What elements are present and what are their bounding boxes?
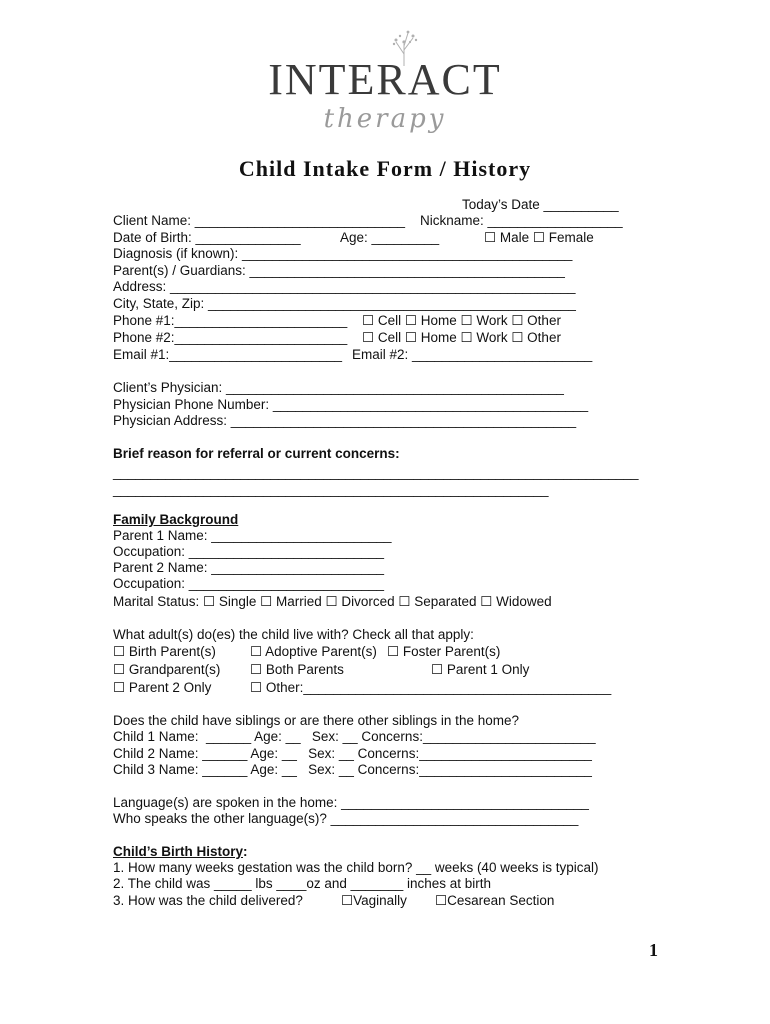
parent2-occupation-field[interactable]: Occupation: __________________________ bbox=[113, 576, 385, 591]
physician-field[interactable]: Client’s Physician: _____________________________________________ bbox=[113, 380, 564, 395]
other-language-speaker-field[interactable]: Who speaks the other language(s)? _________________________________ bbox=[113, 811, 579, 826]
birth-history-heading-text: Child’s Birth History bbox=[113, 844, 244, 859]
parent1-name-field[interactable]: Parent 1 Name: ________________________ bbox=[113, 528, 392, 543]
marital-status-checkboxes[interactable]: Marital Status: ☐ Single ☐ Married ☐ Divorced ☐ Separated ☐ Widowed bbox=[113, 594, 552, 609]
phone1-field[interactable]: Phone #1:_______________________ bbox=[113, 313, 348, 328]
phone1-type-checkboxes[interactable]: ☐ Cell ☐ Home ☐ Work ☐ Other bbox=[362, 313, 561, 328]
child2-row[interactable]: Child 2 Name: ______ Age: __ Sex: __ Concerns:_______________________ bbox=[113, 746, 592, 761]
family-background-heading: Family Background bbox=[113, 512, 239, 527]
birth-history-colon: : bbox=[243, 844, 248, 859]
parent2-name-field[interactable]: Parent 2 Name: _______________________ bbox=[113, 560, 384, 575]
guardians-field[interactable]: Parent(s) / Guardians: __________________________________________ bbox=[113, 263, 565, 278]
parent2-only-checkbox[interactable]: ☐ Parent 2 Only bbox=[113, 680, 212, 695]
form-title: Child Intake Form / History bbox=[238, 156, 532, 181]
cesarean-delivery-checkbox[interactable]: ☐Cesarean Section bbox=[435, 893, 555, 908]
address-field[interactable]: Address: ______________________________________________________ bbox=[113, 279, 576, 294]
child3-row[interactable]: Child 3 Name: ______ Age: __ Sex: __ Concerns:_______________________ bbox=[113, 762, 592, 777]
todays-date-field[interactable]: Today’s Date __________ bbox=[462, 197, 619, 212]
referral-reason-line-2[interactable]: __________________________________________________________ bbox=[113, 482, 549, 497]
city-state-zip-field[interactable]: City, State, Zip: _________________________________________________ bbox=[113, 296, 576, 311]
birth-weight-question[interactable]: 2. The child was _____ lbs ____oz and _______ inches at birth bbox=[113, 876, 492, 891]
birth-history-heading bbox=[113, 844, 248, 860]
sex-checkboxes[interactable]: ☐ Male ☐ Female bbox=[484, 230, 594, 245]
vaginal-delivery-checkbox[interactable]: ☐Vaginally bbox=[341, 893, 407, 908]
grandparents-checkbox[interactable]: ☐ Grandparent(s) bbox=[113, 662, 221, 677]
logo-brand: INTERACT bbox=[268, 55, 502, 104]
referral-reason-line-1[interactable]: ______________________________________________________________________ bbox=[113, 465, 639, 480]
other-guardian-field[interactable]: ☐ Other:_________________________________________ bbox=[250, 680, 612, 695]
parent1-occupation-field[interactable]: Occupation: __________________________ bbox=[113, 544, 385, 559]
logo bbox=[0, 30, 770, 140]
languages-field[interactable]: Language(s) are spoken in the home: _________________________________ bbox=[113, 795, 589, 810]
birth-parents-checkbox[interactable]: ☐ Birth Parent(s) bbox=[113, 644, 216, 659]
adoptive-parents-checkbox[interactable]: ☐ Adoptive Parent(s) bbox=[250, 644, 377, 659]
siblings-question: Does the child have siblings or are there other siblings in the home? bbox=[113, 713, 519, 728]
delivery-question: 3. How was the child delivered? bbox=[113, 893, 303, 908]
child1-row[interactable]: Child 1 Name: ______ Age: __ Sex: __ Concerns:_______________________ bbox=[113, 729, 596, 744]
lives-with-question: What adult(s) do(es) the child live with? Check all that apply: bbox=[113, 627, 474, 642]
age-field[interactable]: Age: _________ bbox=[340, 230, 440, 245]
physician-phone-field[interactable]: Physician Phone Number: __________________________________________ bbox=[113, 397, 589, 412]
diagnosis-field[interactable]: Diagnosis (if known): ____________________________________________ bbox=[113, 246, 573, 261]
logo-tagline: therapy bbox=[323, 104, 447, 134]
parent1-only-checkbox[interactable]: ☐ Parent 1 Only bbox=[431, 662, 530, 677]
physician-address-field[interactable]: Physician Address: ______________________________________________ bbox=[113, 413, 577, 428]
email1-field[interactable]: Email #1:_______________________ bbox=[113, 347, 342, 362]
both-parents-checkbox[interactable]: ☐ Both Parents bbox=[250, 662, 344, 677]
phone2-type-checkboxes[interactable]: ☐ Cell ☐ Home ☐ Work ☐ Other bbox=[362, 330, 561, 345]
foster-parents-checkbox[interactable]: ☐ Foster Parent(s) bbox=[387, 644, 501, 659]
dob-field[interactable]: Date of Birth: ______________ bbox=[113, 230, 301, 245]
phone2-field[interactable]: Phone #2:_______________________ bbox=[113, 330, 348, 345]
nickname-field[interactable]: Nickname: __________________ bbox=[420, 213, 623, 228]
page-number: 1 bbox=[649, 940, 658, 960]
email2-field[interactable]: Email #2: ________________________ bbox=[352, 347, 593, 362]
referral-reason-label: Brief reason for referral or current concerns: bbox=[113, 446, 400, 461]
client-name-field[interactable]: Client Name: ____________________________ bbox=[113, 213, 406, 228]
gestation-question[interactable]: 1. How many weeks gestation was the child born? __ weeks (40 weeks is typical) bbox=[113, 860, 599, 875]
